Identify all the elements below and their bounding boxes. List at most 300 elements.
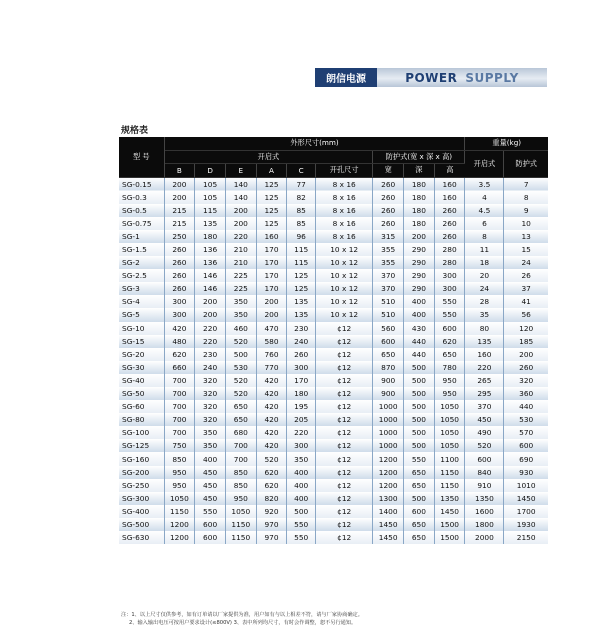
table-cell: 180 <box>404 217 435 230</box>
table-cell: 9 <box>504 204 548 217</box>
table-row <box>119 308 548 321</box>
table-cell: 260 <box>373 177 404 191</box>
table-cell: 220 <box>465 361 504 374</box>
table-cell: 550 <box>404 452 435 465</box>
table-cell: 500 <box>404 374 435 387</box>
table-cell: 185 <box>504 335 548 348</box>
table-cell: 700 <box>164 387 195 400</box>
table-cell: ¢12 <box>316 439 373 452</box>
table-cell: 1200 <box>373 479 404 492</box>
table-cell: 320 <box>195 413 226 426</box>
table-cell: 650 <box>434 348 465 361</box>
table-cell: 910 <box>465 479 504 492</box>
table-cell: 700 <box>225 452 256 465</box>
table-cell: 1050 <box>434 400 465 413</box>
table-cell: 215 <box>164 217 195 230</box>
model-cell: SG-3 <box>119 282 164 295</box>
table-cell: 115 <box>287 256 316 269</box>
table-cell: 200 <box>195 295 226 308</box>
table-cell: ¢12 <box>316 466 373 479</box>
model-cell: SG-1.5 <box>119 243 164 256</box>
table-cell: 200 <box>164 177 195 191</box>
model-cell: SG-2.5 <box>119 269 164 282</box>
table-cell: 520 <box>225 335 256 348</box>
table-cell: 200 <box>225 204 256 217</box>
table-cell: 450 <box>465 413 504 426</box>
table-cell: 215 <box>164 204 195 217</box>
table-cell: 400 <box>287 479 316 492</box>
table-cell: 11 <box>465 243 504 256</box>
brand-en-label <box>377 68 547 87</box>
table-cell: 125 <box>256 217 287 230</box>
table-cell: 220 <box>287 426 316 439</box>
table-cell: 350 <box>225 295 256 308</box>
table-cell: 4.5 <box>465 204 504 217</box>
table-cell: 125 <box>287 269 316 282</box>
table-cell: 1000 <box>373 413 404 426</box>
table-cell: 240 <box>195 361 226 374</box>
table-cell: ¢12 <box>316 426 373 439</box>
table-cell: 1050 <box>434 413 465 426</box>
table-cell: 8 x 16 <box>316 177 373 191</box>
model-cell: SG-630 <box>119 531 164 544</box>
table-cell: 490 <box>465 426 504 439</box>
model-cell: SG-10 <box>119 322 164 335</box>
table-cell: 146 <box>195 282 226 295</box>
model-cell: SG-40 <box>119 374 164 387</box>
table-cell: 550 <box>287 531 316 544</box>
table-cell: 2150 <box>504 531 548 544</box>
header-weight-protective: 防护式 <box>504 150 548 177</box>
table-cell: 115 <box>195 204 226 217</box>
table-cell: 690 <box>504 452 548 465</box>
table-cell: 350 <box>195 426 226 439</box>
table-cell: 1200 <box>164 531 195 544</box>
table-cell: 420 <box>256 387 287 400</box>
table-cell: 230 <box>195 348 226 361</box>
table-cell: 200 <box>504 348 548 361</box>
table-cell: 660 <box>164 361 195 374</box>
model-cell: SG-100 <box>119 426 164 439</box>
table-cell: 10 x 12 <box>316 269 373 282</box>
table-cell: 1350 <box>434 492 465 505</box>
table-cell: 2000 <box>465 531 504 544</box>
table-cell: 82 <box>287 191 316 204</box>
table-cell: 370 <box>465 400 504 413</box>
table-row <box>119 505 548 518</box>
table-cell: 136 <box>195 256 226 269</box>
table-cell: 200 <box>256 308 287 321</box>
table-row <box>119 413 548 426</box>
table-cell: 56 <box>504 308 548 321</box>
table-row <box>119 282 548 295</box>
footnote-1: 注：1、以上尺寸仅供参考，如有订单请以厂家提供为准，用户如有与以上相差不符，请与厂家协商确定。 <box>121 612 363 618</box>
table-cell: 700 <box>225 439 256 452</box>
model-cell: SG-5 <box>119 308 164 321</box>
table-cell: 500 <box>404 387 435 400</box>
table-cell: 180 <box>404 177 435 191</box>
table-cell: 125 <box>256 191 287 204</box>
table-cell: 550 <box>287 518 316 531</box>
table-cell: 360 <box>504 387 548 400</box>
table-cell: 820 <box>256 492 287 505</box>
table-cell: 290 <box>404 256 435 269</box>
table-cell: 300 <box>287 439 316 452</box>
table-cell: ¢12 <box>316 479 373 492</box>
table-cell: 500 <box>404 492 435 505</box>
table-cell: ¢12 <box>316 361 373 374</box>
table-cell: 10 x 12 <box>316 295 373 308</box>
table-cell: 18 <box>465 256 504 269</box>
table-cell: 900 <box>373 387 404 400</box>
table-cell: 650 <box>225 413 256 426</box>
table-cell: 146 <box>195 269 226 282</box>
table-cell: 500 <box>404 400 435 413</box>
table-cell: 550 <box>434 308 465 321</box>
header-col-width: 宽 <box>373 164 404 178</box>
table-cell: 680 <box>225 426 256 439</box>
table-cell: 350 <box>225 308 256 321</box>
table-row <box>119 230 548 243</box>
table-cell: 520 <box>256 452 287 465</box>
table-cell: 500 <box>404 361 435 374</box>
table-cell: 260 <box>373 191 404 204</box>
table-cell: 580 <box>256 335 287 348</box>
table-cell: 420 <box>256 374 287 387</box>
table-cell: 260 <box>504 361 548 374</box>
table-cell: 520 <box>225 374 256 387</box>
table-cell: 260 <box>373 217 404 230</box>
table-row <box>119 531 548 544</box>
table-cell: 440 <box>404 335 435 348</box>
table-cell: 10 x 12 <box>316 243 373 256</box>
table-cell: 870 <box>373 361 404 374</box>
table-cell: 550 <box>195 505 226 518</box>
table-cell: 650 <box>373 348 404 361</box>
table-cell: 570 <box>504 426 548 439</box>
table-cell: 280 <box>434 243 465 256</box>
table-cell: 400 <box>404 295 435 308</box>
table-cell: 1000 <box>373 439 404 452</box>
table-cell: 1700 <box>504 505 548 518</box>
table-cell: 290 <box>404 243 435 256</box>
table-row <box>119 452 548 465</box>
table-cell: 24 <box>504 256 548 269</box>
table-cell: 6 <box>465 217 504 230</box>
table-row <box>119 269 548 282</box>
table-cell: 10 <box>504 217 548 230</box>
table-cell: 140 <box>225 191 256 204</box>
table-cell: 115 <box>287 243 316 256</box>
table-cell: 600 <box>373 335 404 348</box>
model-cell: SG-500 <box>119 518 164 531</box>
model-cell: SG-50 <box>119 387 164 400</box>
table-cell: 8 x 16 <box>316 230 373 243</box>
table-cell: 420 <box>256 426 287 439</box>
table-cell: 1450 <box>434 505 465 518</box>
table-cell: 136 <box>195 243 226 256</box>
table-cell: 780 <box>434 361 465 374</box>
table-cell: 1000 <box>373 426 404 439</box>
header-col-d: D <box>195 164 226 178</box>
brand-power-word: POWER <box>405 70 458 85</box>
table-cell: 290 <box>404 282 435 295</box>
table-cell: ¢12 <box>316 335 373 348</box>
table-cell: 900 <box>373 374 404 387</box>
table-cell: 400 <box>287 492 316 505</box>
table-cell: 170 <box>287 374 316 387</box>
table-cell: 520 <box>225 387 256 400</box>
table-cell: ¢12 <box>316 413 373 426</box>
table-cell: 1500 <box>434 518 465 531</box>
table-cell: 950 <box>434 387 465 400</box>
table-cell: 8 <box>504 191 548 204</box>
table-cell: 1200 <box>373 452 404 465</box>
table-cell: 620 <box>256 479 287 492</box>
table-cell: 500 <box>404 413 435 426</box>
model-cell: SG-0.15 <box>119 177 164 191</box>
model-cell: SG-60 <box>119 400 164 413</box>
header-col-hole: 开孔尺寸 <box>316 164 373 178</box>
table-cell: 125 <box>287 282 316 295</box>
header-protective: 防护式(宽 x 深 x 高) <box>373 150 465 164</box>
model-cell: SG-80 <box>119 413 164 426</box>
table-cell: 260 <box>164 269 195 282</box>
section-title: 规格表 <box>121 126 149 136</box>
table-cell: 230 <box>287 322 316 335</box>
table-row <box>119 322 548 335</box>
table-cell: 520 <box>465 439 504 452</box>
table-cell: 450 <box>195 479 226 492</box>
table-cell: 320 <box>195 374 226 387</box>
table-cell: 295 <box>465 387 504 400</box>
table-cell: 320 <box>195 400 226 413</box>
table-cell: 600 <box>195 531 226 544</box>
table-cell: 200 <box>256 295 287 308</box>
table-cell: 400 <box>404 308 435 321</box>
table-cell: 13 <box>504 230 548 243</box>
table-cell: 170 <box>256 256 287 269</box>
spec-table <box>119 137 548 544</box>
table-cell: 200 <box>195 308 226 321</box>
table-cell: 24 <box>465 282 504 295</box>
table-cell: 1150 <box>434 466 465 479</box>
table-cell: ¢12 <box>316 492 373 505</box>
spec-table-body <box>119 177 548 544</box>
table-cell: 930 <box>504 466 548 479</box>
model-cell: SG-400 <box>119 505 164 518</box>
table-cell: 1150 <box>164 505 195 518</box>
table-cell: ¢12 <box>316 348 373 361</box>
table-cell: 700 <box>164 426 195 439</box>
table-cell: 1050 <box>434 439 465 452</box>
table-cell: 470 <box>256 322 287 335</box>
table-cell: 420 <box>256 400 287 413</box>
table-cell: 370 <box>373 269 404 282</box>
table-cell: 1050 <box>225 505 256 518</box>
table-cell: 700 <box>164 374 195 387</box>
table-row <box>119 374 548 387</box>
table-row <box>119 492 548 505</box>
table-cell: 600 <box>404 505 435 518</box>
table-cell: 205 <box>287 413 316 426</box>
table-cell: 105 <box>195 177 226 191</box>
header-dimensions: 外形尺寸(mm) <box>164 137 465 150</box>
table-cell: ¢12 <box>316 400 373 413</box>
table-cell: 8 x 16 <box>316 217 373 230</box>
table-cell: 530 <box>225 361 256 374</box>
table-cell: 400 <box>195 452 226 465</box>
table-cell: 450 <box>195 466 226 479</box>
table-cell: 1100 <box>434 452 465 465</box>
table-cell: 1350 <box>465 492 504 505</box>
header-col-c: C <box>287 164 316 178</box>
table-cell: 650 <box>404 479 435 492</box>
table-cell: 170 <box>256 282 287 295</box>
model-cell: SG-4 <box>119 295 164 308</box>
table-cell: 170 <box>256 243 287 256</box>
table-cell: 10 x 12 <box>316 308 373 321</box>
table-cell: 260 <box>434 217 465 230</box>
table-cell: 28 <box>465 295 504 308</box>
model-cell: SG-2 <box>119 256 164 269</box>
table-cell: 77 <box>287 177 316 191</box>
table-cell: 420 <box>256 439 287 452</box>
table-cell: 85 <box>287 217 316 230</box>
table-cell: 600 <box>465 452 504 465</box>
table-cell: 160 <box>434 177 465 191</box>
table-cell: 210 <box>225 243 256 256</box>
table-cell: 225 <box>225 269 256 282</box>
table-cell: 500 <box>287 505 316 518</box>
table-cell: 160 <box>465 348 504 361</box>
table-row <box>119 400 548 413</box>
table-row <box>119 177 548 191</box>
model-cell: SG-15 <box>119 335 164 348</box>
table-cell: 300 <box>287 361 316 374</box>
table-row <box>119 361 548 374</box>
table-cell: 96 <box>287 230 316 243</box>
table-cell: 26 <box>504 269 548 282</box>
table-cell: ¢12 <box>316 387 373 400</box>
table-cell: 420 <box>164 322 195 335</box>
table-row <box>119 387 548 400</box>
header-col-a: A <box>256 164 287 178</box>
table-cell: 105 <box>195 191 226 204</box>
table-cell: 170 <box>256 269 287 282</box>
table-cell: 920 <box>256 505 287 518</box>
table-cell: 1300 <box>373 492 404 505</box>
table-cell: 650 <box>404 466 435 479</box>
table-cell: 260 <box>373 204 404 217</box>
table-cell: ¢12 <box>316 452 373 465</box>
table-cell: 210 <box>225 256 256 269</box>
table-cell: 180 <box>287 387 316 400</box>
table-cell: 370 <box>373 282 404 295</box>
table-cell: 700 <box>164 400 195 413</box>
header-col-b: B <box>164 164 195 178</box>
table-row <box>119 295 548 308</box>
table-cell: 620 <box>256 466 287 479</box>
table-cell: 125 <box>256 177 287 191</box>
model-cell: SG-125 <box>119 439 164 452</box>
table-cell: 8 <box>465 230 504 243</box>
table-cell: ¢12 <box>316 518 373 531</box>
table-cell: 120 <box>504 322 548 335</box>
table-cell: 1600 <box>465 505 504 518</box>
table-cell: 260 <box>287 348 316 361</box>
table-cell: 135 <box>287 308 316 321</box>
table-cell: 950 <box>434 374 465 387</box>
table-cell: 530 <box>504 413 548 426</box>
table-cell: 620 <box>164 348 195 361</box>
table-cell: 480 <box>164 335 195 348</box>
table-cell: 240 <box>287 335 316 348</box>
table-cell: 600 <box>195 518 226 531</box>
table-cell: 850 <box>225 479 256 492</box>
table-cell: 85 <box>287 204 316 217</box>
table-cell: 280 <box>434 256 465 269</box>
table-cell: 1150 <box>225 518 256 531</box>
table-cell: 440 <box>504 400 548 413</box>
table-cell: 290 <box>404 269 435 282</box>
table-cell: 320 <box>195 387 226 400</box>
table-row <box>119 335 548 348</box>
table-cell: ¢12 <box>316 322 373 335</box>
table-cell: 300 <box>164 308 195 321</box>
table-cell: 350 <box>195 439 226 452</box>
table-row <box>119 217 548 230</box>
table-cell: 140 <box>225 177 256 191</box>
table-cell: 20 <box>465 269 504 282</box>
table-cell: ¢12 <box>316 374 373 387</box>
table-cell: 300 <box>434 269 465 282</box>
model-cell: SG-0.5 <box>119 204 164 217</box>
table-cell: 1150 <box>225 531 256 544</box>
table-cell: 37 <box>504 282 548 295</box>
table-row <box>119 466 548 479</box>
footnotes <box>121 611 551 627</box>
table-cell: 220 <box>195 335 226 348</box>
table-cell: 420 <box>256 413 287 426</box>
table-cell: 180 <box>404 204 435 217</box>
header-col-height: 高 <box>434 164 465 178</box>
header-open-type: 开启式 <box>164 150 373 164</box>
table-cell: 650 <box>404 518 435 531</box>
table-cell: ¢12 <box>316 505 373 518</box>
table-cell: 850 <box>225 466 256 479</box>
table-cell: 135 <box>195 217 226 230</box>
table-cell: 430 <box>404 322 435 335</box>
table-cell: 510 <box>373 295 404 308</box>
table-cell: 135 <box>465 335 504 348</box>
table-cell: 450 <box>195 492 226 505</box>
brand-supply-word: SUPPLY <box>465 70 519 85</box>
table-cell: 260 <box>434 204 465 217</box>
header-weight-open: 开启式 <box>465 150 504 177</box>
table-cell: 260 <box>434 230 465 243</box>
table-cell: 1930 <box>504 518 548 531</box>
table-cell: 10 x 12 <box>316 282 373 295</box>
table-cell: 440 <box>404 348 435 361</box>
table-cell: 1450 <box>504 492 548 505</box>
table-cell: 1000 <box>373 400 404 413</box>
table-cell: 220 <box>225 230 256 243</box>
table-cell: 355 <box>373 243 404 256</box>
table-cell: 510 <box>373 308 404 321</box>
table-cell: 750 <box>164 439 195 452</box>
table-row <box>119 191 548 204</box>
